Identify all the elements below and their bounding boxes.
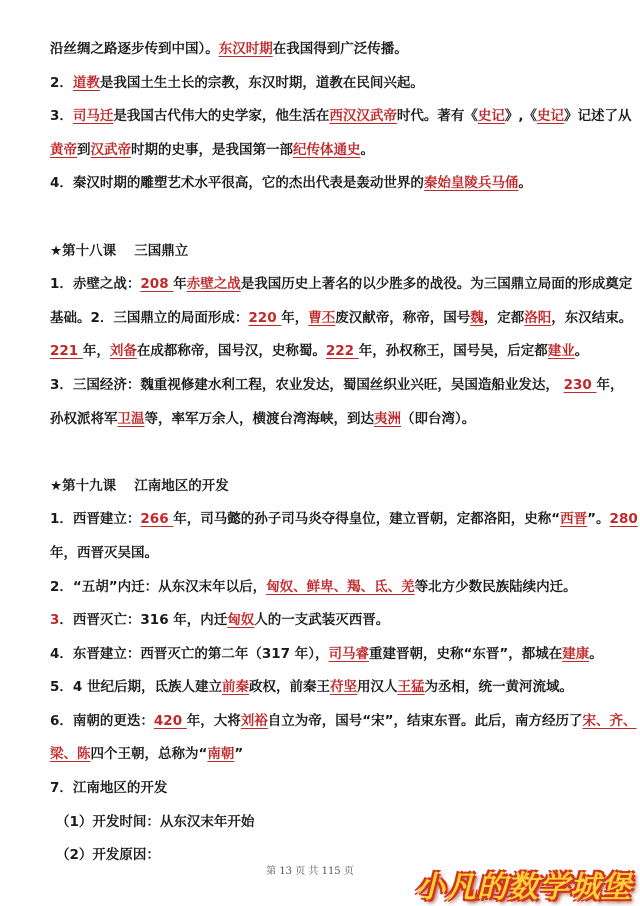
- text-segment: 用汉人: [357, 679, 398, 696]
- text-segment: 年，孙权称王，国号吴，后定都: [358, 343, 548, 360]
- highlighted-keyword: 宋、齐、: [582, 712, 637, 729]
- text-segment: （2）开发原因：: [56, 847, 160, 864]
- highlighted-keyword: 刘裕: [240, 712, 268, 729]
- text-segment: 2．: [50, 74, 73, 91]
- highlighted-keyword: 西汉汉武帝: [329, 108, 397, 125]
- text-segment: ，东汉结束。: [551, 309, 633, 326]
- highlighted-keyword: 秦始皇陵兵马俑: [423, 175, 519, 192]
- text-segment: 年，: [596, 376, 624, 393]
- text-segment: （即台湾）。: [401, 410, 476, 427]
- text-segment: 重建晋朝，史称“东晋”，都城在: [369, 645, 563, 662]
- document-body: [50, 33, 638, 873]
- text-segment: 6．南朝的更迭：: [50, 712, 154, 729]
- text-segment: （1）开发时间：从东汉末年开始: [56, 813, 255, 830]
- text-segment: ，定都: [483, 309, 525, 326]
- highlighted-keyword: 赤壁之战: [186, 276, 241, 293]
- text-segment: 3．三国经济：魏重视修建水利工程，农业发达，蜀国丝织业兴旺，吴国造船业发达，: [50, 376, 564, 393]
- text-line: [50, 33, 610, 67]
- highlighted-keyword: 卫温: [117, 410, 145, 427]
- text-line: [50, 738, 610, 772]
- highlighted-keyword: 纪传体通史: [293, 141, 361, 158]
- highlighted-keyword: 建康: [562, 645, 590, 662]
- text-segment: 7．江南地区的开发: [50, 780, 168, 797]
- highlighted-keyword: 黄帝: [50, 141, 77, 158]
- text-segment: 2．“五胡”内迁：从东汉末年以后，: [50, 578, 267, 595]
- highlighted-keyword: 前秦: [222, 679, 249, 696]
- highlighted-keyword: 420: [153, 712, 187, 729]
- highlighted-keyword: 221: [50, 343, 83, 360]
- text-segment: ★第十八课 三国鼎立: [50, 242, 189, 259]
- text-segment: 年，: [281, 309, 309, 326]
- text-line: [50, 268, 633, 302]
- text-segment: 》记述了从: [564, 108, 632, 125]
- highlighted-keyword: 220: [248, 309, 282, 326]
- text-line: [50, 806, 610, 840]
- highlighted-keyword: 魏: [470, 309, 484, 326]
- text-segment: ”。: [587, 511, 610, 528]
- text-segment: 。: [574, 343, 589, 360]
- text-segment: 等北方少数民族陆续内迁。: [414, 578, 577, 595]
- text-line: [50, 537, 610, 571]
- text-segment: 政权，前秦王: [249, 679, 330, 696]
- text-segment: 是我国土生土长的宗教，东汉时期，道教在民间兴起。: [99, 74, 424, 91]
- text-segment: 5．4 世纪后期，氐族人建立: [50, 679, 222, 696]
- text-line: [50, 369, 624, 403]
- text-segment: 4．东晋建立：西晋灭亡的第二年（317 年），: [50, 645, 329, 662]
- text-segment: 时期的史事，是我国第一部: [131, 141, 293, 158]
- highlighted-keyword: 建业: [547, 343, 575, 360]
- highlighted-keyword: 刘备: [109, 343, 137, 360]
- text-segment: 沿丝绸之路逐步传到中国）。: [50, 41, 219, 57]
- page-number: 第 13 页 共 115 页: [266, 866, 354, 877]
- text-segment: 自立为帝，国号“宋”，结束东晋。此后，南方经历了: [267, 712, 583, 729]
- highlighted-keyword: 匈奴: [227, 612, 255, 629]
- text-segment: 4．秦汉时期的雕塑艺术水平很高，它的杰出代表是轰动世界的: [50, 175, 424, 192]
- text-segment: ★第十九课 江南地区的开发: [50, 477, 229, 494]
- text-segment: 废汉献帝，称帝，国号: [335, 309, 471, 326]
- blank-line: [50, 436, 610, 470]
- text-line: [50, 335, 610, 369]
- text-segment: 。: [518, 175, 532, 192]
- text-segment: ”: [234, 746, 244, 763]
- highlighted-keyword: 史记: [537, 108, 565, 125]
- text-line: [50, 638, 610, 672]
- text-line: [50, 604, 610, 638]
- text-line: [50, 167, 610, 201]
- text-line: [50, 503, 638, 537]
- text-line: [50, 772, 610, 806]
- text-line: [50, 705, 637, 739]
- text-line: [50, 134, 610, 168]
- highlighted-keyword: 道教: [72, 74, 100, 91]
- highlighted-keyword: 苻坚: [330, 679, 357, 696]
- highlighted-keyword: 280: [609, 511, 638, 528]
- text-segment: 人的一支武装灭西晋。: [254, 612, 390, 629]
- highlighted-keyword: 梁、陈: [50, 746, 91, 763]
- text-segment: 孙权派将军: [50, 410, 118, 427]
- text-line: [50, 67, 610, 101]
- text-line: [50, 302, 633, 336]
- text-segment: 年: [173, 276, 187, 293]
- highlighted-keyword: 夷洲: [374, 410, 401, 427]
- text-segment: 年，司马懿的孙子司马炎夺得皇位，建立晋朝，定都洛阳，史称“: [173, 511, 561, 528]
- highlighted-keyword: 东汉时期: [218, 41, 273, 57]
- text-segment: 基础。2．三国鼎立的局面形成：: [50, 309, 249, 326]
- text-segment: 时代。著有《: [396, 108, 478, 125]
- highlighted-keyword: 史记: [477, 108, 505, 125]
- highlighted-keyword: 3: [50, 612, 60, 629]
- text-segment: 。: [360, 141, 374, 158]
- text-segment: 年，西晋灭吴国。: [50, 544, 158, 561]
- text-segment: 四个王朝，总称为“: [90, 746, 208, 763]
- text-line: [50, 571, 610, 605]
- text-segment: 1．西晋建立：: [50, 511, 141, 528]
- text-segment: 》,《: [504, 108, 538, 125]
- highlighted-keyword: 266: [140, 511, 174, 528]
- text-segment: 年，: [82, 343, 110, 360]
- text-segment: 为丞相，统一黄河流域。: [424, 679, 573, 696]
- highlighted-keyword: 洛阳: [524, 309, 552, 326]
- highlighted-keyword: 208: [140, 276, 174, 293]
- text-segment: 是我国古代伟大的史学家，他生活在: [113, 108, 330, 125]
- text-line: [50, 403, 610, 437]
- text-segment: 3．: [50, 108, 73, 125]
- text-segment: 在我国得到广泛传播。: [272, 41, 408, 57]
- watermark-logo: 小凡的数学城堡: [415, 870, 632, 905]
- text-line: [50, 470, 610, 504]
- text-segment: 等，率军万余人，横渡台湾海峡，到达: [144, 410, 374, 427]
- highlighted-keyword: 西晋: [560, 511, 588, 528]
- text-segment: 年，大将: [186, 712, 241, 729]
- highlighted-keyword: 汉武帝: [90, 141, 131, 158]
- highlighted-keyword: 曹丕: [308, 309, 336, 326]
- text-line: [50, 100, 632, 134]
- text-segment: 。: [589, 645, 603, 662]
- blank-line: [50, 201, 610, 235]
- text-segment: ．西晋灭亡：316 年，内迁: [59, 612, 228, 629]
- highlighted-keyword: 王猛: [397, 679, 425, 696]
- highlighted-keyword: 司马迁: [72, 108, 114, 125]
- highlighted-keyword: 222: [325, 343, 359, 360]
- text-segment: 1．赤壁之战：: [50, 276, 141, 293]
- text-segment: 在成都称帝，国号汉，史称蜀。: [136, 343, 326, 360]
- text-segment: 到: [77, 141, 91, 158]
- highlighted-keyword: 匈奴、鲜卑、羯、氐、羌: [266, 578, 415, 595]
- text-line: [50, 671, 610, 705]
- highlighted-keyword: 司马睿: [328, 645, 370, 662]
- highlighted-keyword: 230: [563, 376, 597, 393]
- text-segment: 是我国历史上著名的以少胜多的战役。为三国鼎立局面的形成奠定: [240, 276, 633, 293]
- highlighted-keyword: 南朝: [207, 746, 235, 763]
- text-line: [50, 235, 610, 269]
